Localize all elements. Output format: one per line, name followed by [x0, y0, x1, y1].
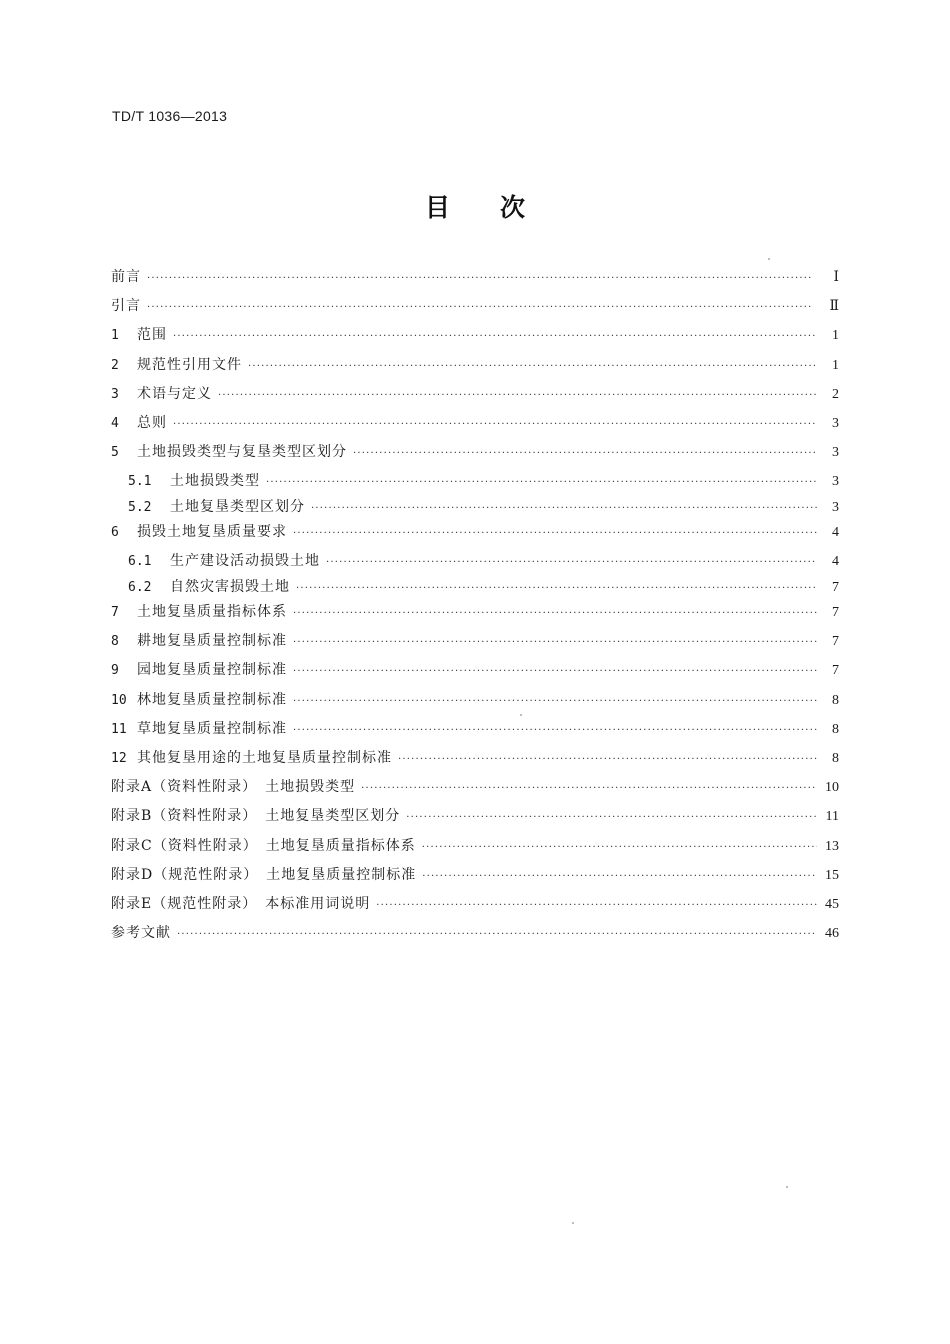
- toc-entry-number: 8: [111, 634, 119, 650]
- toc-leader-dots: [293, 725, 817, 736]
- toc-leader-dots: [173, 331, 817, 342]
- toc-entry-page: 7: [832, 663, 839, 679]
- toc-leader-dots: [326, 557, 817, 568]
- toc-entry-title: 土地损毁类型与复垦类型区划分: [137, 444, 347, 461]
- toc-entry-label: [111, 266, 147, 286]
- toc-entry-page: 8: [832, 721, 839, 737]
- toc-entry-page: 7: [832, 605, 839, 621]
- toc-entry[interactable]: [111, 383, 839, 412]
- toc-leader-dots: [293, 696, 817, 707]
- toc-entry-page: 3: [832, 445, 839, 461]
- toc-entry-number: 2: [111, 357, 119, 373]
- toc-entry-title: 范围: [137, 327, 167, 344]
- toc-entry-page: 8: [832, 692, 839, 708]
- toc-leader-dots: [147, 302, 817, 313]
- toc-entry-page: 3: [832, 415, 839, 431]
- toc-entry-page: 10: [825, 780, 839, 796]
- toc-entry-number: 1: [111, 328, 119, 344]
- toc-entry[interactable]: [111, 835, 839, 864]
- toc-leader-dots: [422, 842, 817, 853]
- toc-leader-dots: [248, 361, 817, 372]
- toc-leader-dots: [173, 419, 817, 430]
- toc-title: 目次: [424, 193, 575, 222]
- toc-entry-label: [111, 295, 147, 315]
- toc-entry-title: 生产建设活动损毁土地: [170, 553, 320, 570]
- toc-entry-label: [111, 412, 173, 432]
- toc-entry-title: 前言: [111, 269, 141, 285]
- toc-leader-dots: [398, 754, 817, 765]
- toc-entry-page: 13: [825, 838, 839, 854]
- toc-entry-title: 土地损毁类型: [170, 473, 260, 490]
- toc-entry[interactable]: [111, 412, 839, 441]
- standard-code: TD/T 1036—2013: [112, 108, 228, 124]
- toc-entry-page: Ⅱ: [829, 299, 839, 315]
- toc-entry[interactable]: [111, 354, 839, 383]
- toc-entry-label: [128, 550, 326, 570]
- toc-entry-title: 园地复垦质量控制标准: [137, 662, 287, 679]
- toc-entry-label: [111, 659, 293, 679]
- toc-entry[interactable]: [111, 718, 839, 747]
- toc-entry-page: 7: [832, 634, 839, 650]
- toc-entry-label: [111, 601, 293, 621]
- toc-entry-title: 参考文献: [111, 925, 171, 942]
- scan-speck: [572, 1222, 574, 1224]
- toc-leader-dots: [147, 273, 817, 284]
- toc-entry-title: 其他复垦用途的土地复垦质量控制标准: [137, 750, 392, 766]
- toc-entry-label: [128, 496, 311, 516]
- toc-entry[interactable]: [111, 893, 839, 922]
- toc-entry-number: 11: [111, 721, 127, 737]
- toc-entry[interactable]: [111, 266, 839, 295]
- toc-entry-page: 4: [832, 525, 839, 541]
- toc-leader-dots: [177, 929, 817, 940]
- toc-entry-title: 附录A（资料性附录） 土地损毁类型: [111, 779, 356, 796]
- toc-entry[interactable]: [111, 295, 839, 324]
- toc-entry-label: [111, 835, 422, 855]
- toc-leader-dots: [266, 477, 817, 488]
- toc-leader-dots: [293, 608, 817, 619]
- toc-entry-page: 11: [825, 809, 839, 825]
- toc-entry[interactable]: [111, 496, 839, 521]
- toc-entry-title: 总则: [137, 414, 167, 431]
- toc-entry-title: 土地复垦质量指标体系: [137, 604, 287, 621]
- toc-entry-label: [111, 776, 361, 796]
- toc-entry-label: [128, 470, 266, 490]
- toc-entry-page: 2: [832, 386, 839, 402]
- toc-entry[interactable]: [111, 747, 839, 776]
- toc-entry-title: 林地复垦质量控制标准: [137, 691, 287, 708]
- toc-entry-title: 附录C（资料性附录） 土地复垦质量指标体系: [111, 837, 416, 854]
- toc-entry-title: 附录E（规范性附录） 本标准用词说明: [111, 895, 371, 912]
- table-of-contents: [111, 266, 839, 951]
- toc-entry-number: 4: [111, 415, 119, 431]
- toc-entry[interactable]: [111, 550, 839, 575]
- toc-entry-page: 45: [825, 896, 839, 912]
- toc-entry[interactable]: [111, 805, 839, 834]
- toc-entry[interactable]: [111, 521, 839, 550]
- toc-entry-number: 5.1: [128, 474, 152, 490]
- toc-entry[interactable]: [111, 470, 839, 495]
- toc-entry-page: 7: [832, 579, 839, 595]
- toc-entry[interactable]: [111, 576, 839, 601]
- toc-entry[interactable]: [111, 630, 839, 659]
- toc-leader-dots: [353, 448, 817, 459]
- toc-entry-number: 6: [111, 525, 119, 541]
- toc-entry-page: 1: [832, 357, 839, 373]
- toc-entry-label: [111, 718, 293, 738]
- toc-leader-dots: [361, 783, 817, 794]
- toc-entry-title: 土地复垦类型区划分: [170, 498, 305, 515]
- toc-entry-label: [111, 922, 177, 942]
- toc-entry[interactable]: [111, 324, 839, 353]
- toc-entry-label: [111, 441, 353, 461]
- toc-leader-dots: [293, 637, 817, 648]
- toc-entry-title: 附录B（资料性附录） 土地复垦类型区划分: [111, 808, 401, 825]
- toc-entry-page: 4: [832, 554, 839, 570]
- toc-entry-title: 引言: [111, 298, 141, 315]
- toc-entry-title: 附录D（规范性附录） 土地复垦质量控制标准: [111, 866, 417, 883]
- toc-leader-dots: [376, 900, 817, 911]
- toc-entry[interactable]: [111, 659, 839, 688]
- toc-entry-label: [128, 576, 296, 596]
- toc-entry-number: 5: [111, 445, 119, 461]
- scan-speck: [520, 714, 522, 716]
- scan-speck: [786, 1186, 788, 1188]
- toc-leader-dots: [296, 583, 817, 594]
- toc-entry-number: 7: [111, 605, 119, 621]
- toc-leader-dots: [406, 812, 817, 823]
- scan-speck: [768, 258, 770, 260]
- toc-entry-label: [111, 805, 406, 825]
- toc-entry-label: [111, 324, 173, 344]
- toc-leader-dots: [311, 503, 817, 514]
- toc-entry-number: 12: [111, 751, 127, 766]
- toc-entry[interactable]: [111, 441, 839, 470]
- toc-entry[interactable]: [111, 864, 839, 893]
- toc-entry-number: 6.2: [128, 579, 152, 595]
- toc-entry[interactable]: [111, 601, 839, 630]
- toc-leader-dots: [293, 528, 817, 539]
- toc-entry-page: Ⅰ: [833, 270, 839, 285]
- toc-entry-title: 规范性引用文件: [137, 356, 242, 373]
- toc-entry-label: [111, 747, 398, 767]
- toc-entry-title: 损毁土地复垦质量要求: [137, 524, 287, 541]
- toc-entry-page: 1: [832, 328, 839, 344]
- toc-entry-number: 9: [111, 663, 119, 679]
- toc-entry-number: 3: [111, 386, 119, 402]
- toc-entry-label: [111, 630, 293, 650]
- toc-leader-dots: [218, 390, 817, 401]
- toc-entry-page: 15: [825, 867, 839, 883]
- toc-entry-title: 耕地复垦质量控制标准: [137, 633, 287, 650]
- toc-entry-page: 8: [832, 751, 839, 766]
- toc-entry-title: 自然灾害损毁土地: [170, 578, 290, 595]
- toc-entry-label: [111, 383, 218, 403]
- toc-entry-number: 5.2: [128, 499, 152, 515]
- toc-entry-label: [111, 354, 248, 374]
- toc-entry[interactable]: [111, 689, 839, 718]
- toc-leader-dots: [293, 666, 817, 677]
- toc-entry-page: 3: [832, 474, 839, 490]
- toc-entry-label: [111, 521, 293, 541]
- toc-entry-label: [111, 689, 293, 709]
- toc-entry-page: 46: [825, 926, 839, 942]
- toc-entry-title: 术语与定义: [137, 385, 212, 402]
- toc-entry-page: 3: [832, 499, 839, 515]
- toc-entry[interactable]: [111, 922, 839, 951]
- toc-leader-dots: [422, 871, 817, 882]
- toc-entry[interactable]: [111, 776, 839, 805]
- toc-entry-number: 10: [111, 692, 127, 708]
- toc-entry-label: [111, 893, 376, 913]
- toc-entry-title: 草地复垦质量控制标准: [137, 720, 287, 737]
- toc-entry-label: [111, 864, 422, 884]
- toc-entry-number: 6.1: [128, 554, 152, 570]
